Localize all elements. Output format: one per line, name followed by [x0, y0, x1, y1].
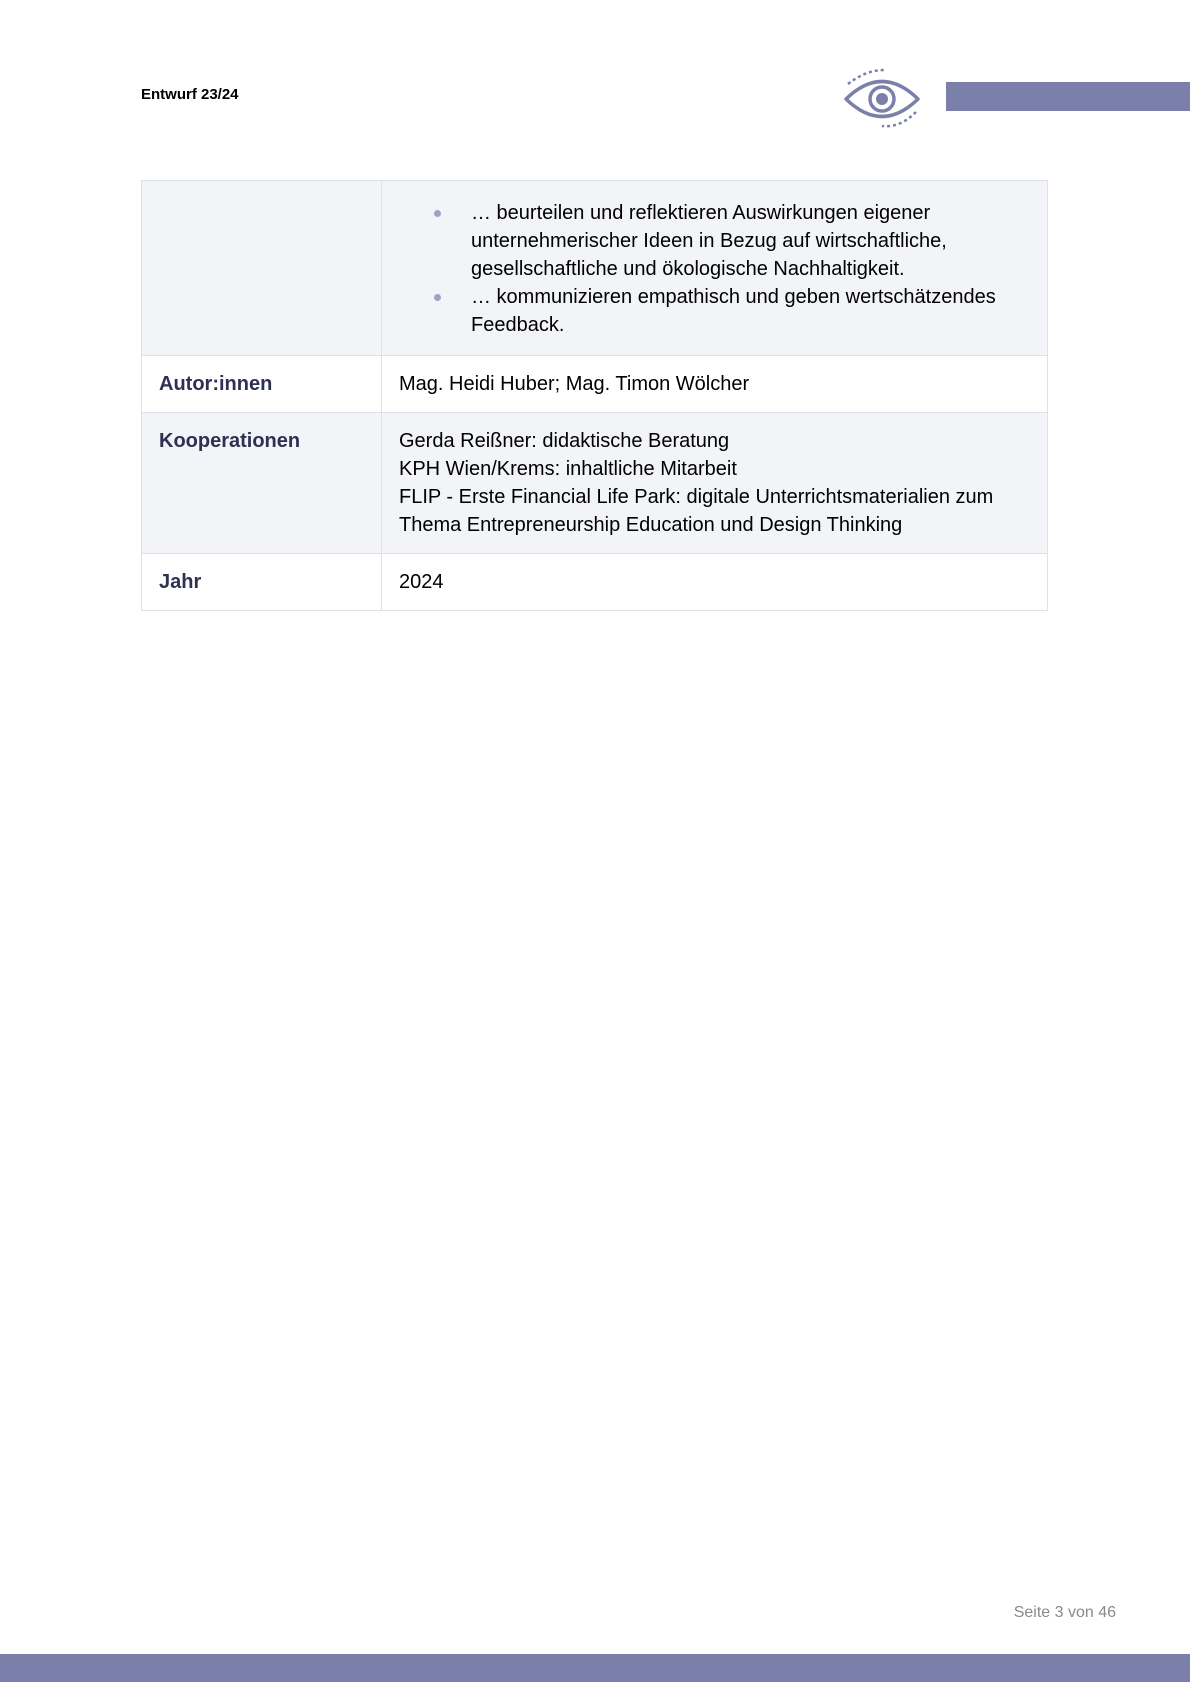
table-row — [142, 554, 1048, 611]
table-label-cell: Autor:innen — [142, 356, 382, 413]
bullet-icon — [434, 210, 441, 217]
document-header-title: Entwurf 23/24 — [141, 86, 239, 103]
info-table — [141, 180, 1048, 611]
table-value-cell: 2024 — [382, 554, 1048, 611]
list-item-text: … kommunizieren empathisch und geben wertschätzendes Feedback. — [471, 286, 996, 336]
list-item — [454, 199, 1031, 283]
table-value-cell — [382, 181, 1048, 356]
eye-icon — [842, 68, 922, 128]
cooperation-line: FLIP - Erste Financial Life Park: digitale Unterrichtsmaterialien zum Thema Entrepreneurship Education und Design Thinking — [399, 486, 994, 536]
table-row — [142, 356, 1048, 413]
cooperation-line: Gerda Reißner: didaktische Beratung — [399, 430, 730, 452]
table-label-cell — [142, 181, 382, 356]
table-value-cell — [382, 413, 1048, 554]
table-value-cell: Mag. Heidi Huber; Mag. Timon Wölcher — [382, 356, 1048, 413]
table-label-cell: Kooperationen — [142, 413, 382, 554]
list-item — [454, 283, 1031, 339]
page-number: Seite 3 von 46 — [1013, 1604, 1116, 1621]
bullet-list — [399, 199, 1031, 339]
list-item-text: … beurteilen und reflektieren Auswirkungen eigener unternehmerischer Ideen in Bezug auf wirtschaftliche, gesellschaftliche und ökologische Nachhaltigkeit. — [471, 202, 947, 280]
table-label-cell: Jahr — [142, 554, 382, 611]
table-row — [142, 413, 1048, 554]
bullet-icon — [434, 294, 441, 301]
header-accent-bar — [946, 82, 1190, 111]
table-row — [142, 181, 1048, 356]
footer-accent-bar — [0, 1654, 1190, 1682]
cooperation-line: KPH Wien/Krems: inhaltliche Mitarbeit — [399, 458, 737, 480]
